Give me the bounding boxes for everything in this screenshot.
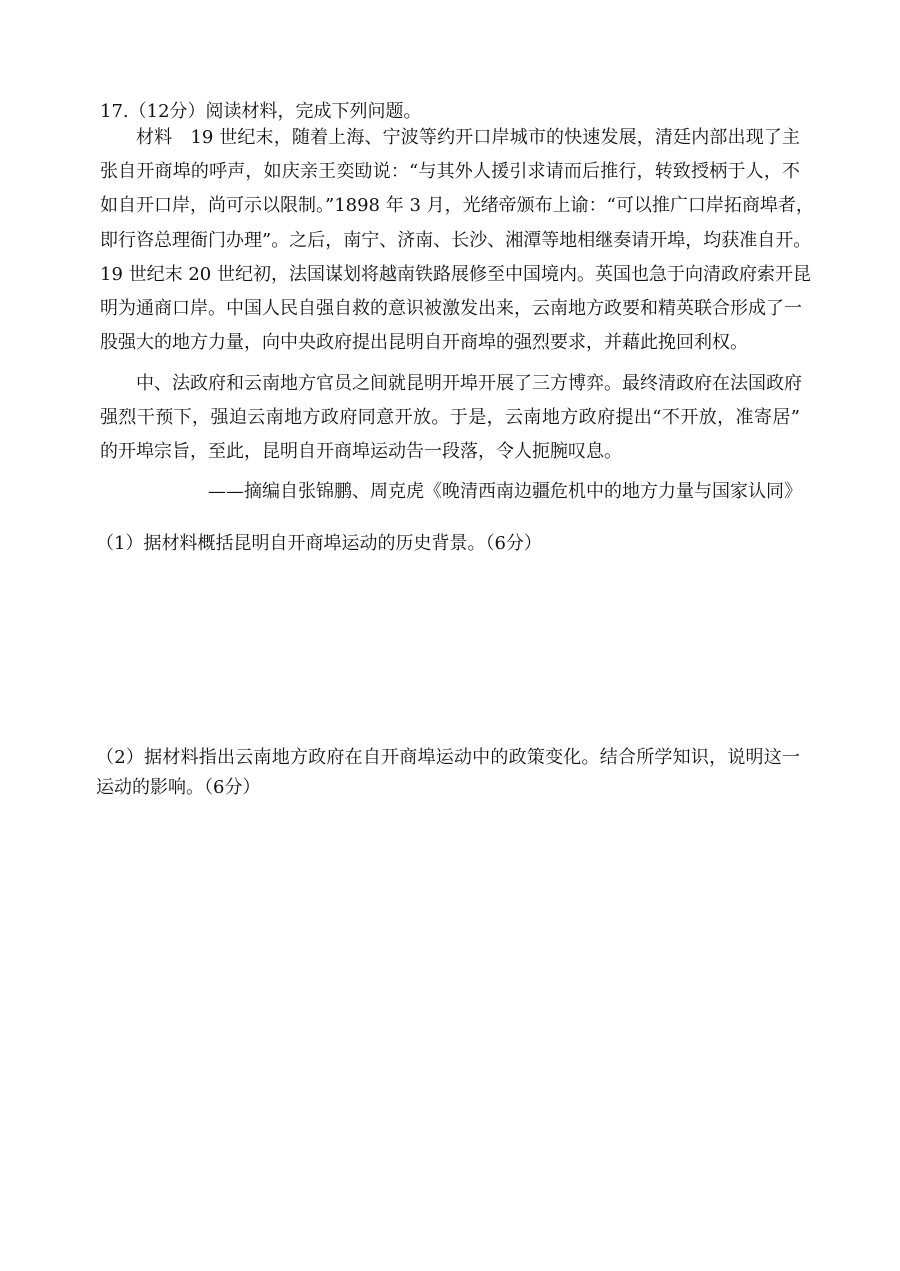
material-line: 股强大的地方力量，向中央政府提出昆明自开商埠的强烈要求，并藉此挽回利权。 [100, 332, 748, 353]
sub-question-1: （1）据材料概括昆明自开商埠运动的历史背景。（6分） [96, 533, 542, 554]
material-source: ——摘编自张锦鹏、周克虎《晚清西南边疆危机中的地方力量与国家认同》 [208, 481, 802, 502]
answer-area-2[interactable] [96, 814, 800, 1214]
material-line: 材料 19 世纪末，随着上海、宁波等约开口岸城市的快速发展，清廷内部出现了主 [136, 127, 800, 148]
question-header: 17.（12分）阅读材料，完成下列问题。 [100, 101, 422, 122]
material-line: 中、法政府和云南地方官员之间就昆明开埠开展了三方博弈。最终清政府在法国政府 [136, 373, 802, 394]
sub-question-2-line: （2）据材料指出云南地方政府在自开商埠运动中的政策变化。结合所学知识，说明这一 [96, 747, 800, 768]
answer-area-1[interactable] [96, 570, 800, 740]
sub-question-2-line: 运动的影响。（6分） [96, 777, 261, 798]
material-line: 张自开商埠的呼声，如庆亲王奕劻说：“与其外人援引求请而后推行，转致授柄于人，不 [100, 161, 800, 182]
material-line: 的开埠宗旨，至此，昆明自开商埠运动告一段落，令人扼腕叹息。 [100, 441, 622, 462]
material-line: 明为通商口岸。中国人民自强自救的意识被激发出来，云南地方政要和精英联合形成了一 [100, 298, 802, 319]
material-line: 如自开口岸，尚可示以限制。”1898 年 3 月，光绪帝颁布上谕：“可以推广口岸拓商埠者， [100, 195, 814, 216]
material-line: 强烈干预下，强迫云南地方政府同意开放。于是，云南地方政府提出“不开放，准寄居” [100, 407, 800, 428]
material-line: 19 世纪末 20 世纪初，法国谋划将越南铁路展修至中国境内。英国也急于向清政府索开昆 [100, 264, 811, 285]
material-line: 即行咨总理衙门办理”。之后，南宁、济南、长沙、湘潭等地相继奏请开埠，均获准自开。 [100, 230, 812, 251]
